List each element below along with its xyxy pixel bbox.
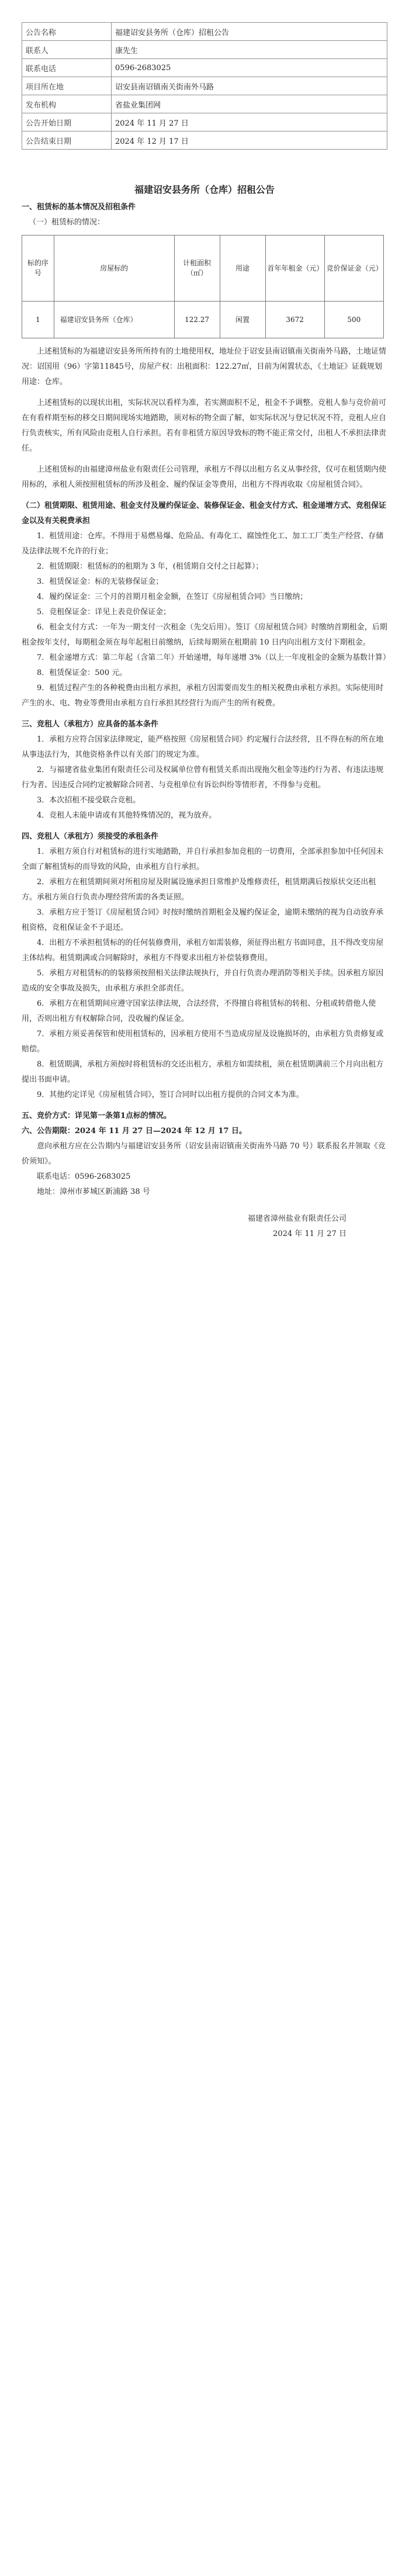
signature-date: 2024 年 11 月 27 日 bbox=[273, 1230, 346, 1238]
section-heading: （二）租赁期限、租赁用途、租金支付及履约保证金、装修保证金、租金支付方式、租金递增方式、竞租保证金以及有关税费承担 bbox=[22, 501, 387, 525]
subsection-heading: （一）租赁标的情况： bbox=[29, 218, 105, 227]
section-heading: 一、租赁标的基本情况及招租条件 bbox=[22, 203, 136, 212]
info-label: 公告名称 bbox=[22, 23, 112, 41]
section-heading: 四、竞租人（承租方）须接受的承租条件 bbox=[22, 832, 159, 841]
info-value: 福建诏安县务所（仓库）招租公告 bbox=[112, 23, 387, 41]
paragraph: 上述租赁标的为福建诏安县务所所持有的土地使用权，地址位于诏安县南诏镇南关街南外马路，土地证情况：诏国用（96）字第11845号，房屋产权：出租面积：122.27㎡，目前为闲置状态，《土地证》证载规划用途：仓库。 bbox=[22, 347, 387, 386]
info-row bbox=[22, 131, 387, 150]
bid-table bbox=[22, 235, 384, 338]
paragraph: 上述租赁标的以现状出租，实际状况以看样为准，若实测面积不足，租金不予调整。竞租人参与竞价前可在有看样期至标的移交日期间现场实地踏勘，须对标的物全面了解，如实际状况与登记状况不符，竞租人应自行负责核实，所有风险由竞租人自行承担。若有非租赁方原因导致标的物不能正常交付，出租人不承担法律责任。 bbox=[22, 399, 387, 453]
clause: 3．本次招租不接受联合竞租。 bbox=[37, 796, 141, 805]
clause: 9．其他约定详见《房屋租赁合同》，签订合同时以出租方提供的合同文本为准。 bbox=[37, 1090, 304, 1099]
table-cell: 3672 bbox=[265, 302, 324, 338]
table-cell: 1 bbox=[22, 302, 54, 338]
info-label: 联系人 bbox=[22, 41, 112, 59]
clause: 4．出租方不承担租赁标的的任何装修费用，承租方如需装修，须征得出租方书面同意，且不得改变房屋主体结构。租赁期满或合同解除时，承租方不得要求出租方补偿装修费用。 bbox=[22, 939, 384, 962]
signature-organization: 福建省漳州盐业有限责任公司 bbox=[247, 1214, 346, 1223]
info-value: 康先生 bbox=[112, 41, 387, 59]
info-label: 公告结束日期 bbox=[22, 131, 112, 150]
clause: 6．租金支付方式：一年为一期支付一次租金（先交后用）。签订《房屋租赁合同》时缴纳首期租金，后期租金按年支付，每期租金须在每年起租日前缴纳，后续每期须在租期前 10 日内向出租方支付下期租金。 bbox=[22, 623, 387, 647]
column-header: 计租面积（㎡） bbox=[174, 236, 220, 302]
document-title: 福建诏安县务所（仓库）招租公告 bbox=[134, 184, 275, 195]
clause: 9．租赁过程产生的各种税费由出租方承担，承租方因需要而发生的相关税费由承租方承担。实际使用时产生的水、电、物业等费用由承租方自行承担其经营行为而产生的所有税费。 bbox=[22, 684, 384, 708]
clause: 6．承租方在租赁期间应遵守国家法律法规，合法经营，不得擅自将租赁标的转租、分租或转借他人使用，否则出租方有权解除合同，没收履约保证金。 bbox=[22, 999, 376, 1023]
info-label: 项目所在地 bbox=[22, 77, 112, 95]
info-row bbox=[22, 95, 387, 113]
clause: 3．承租方应于签订《房屋租赁合同》时按时缴纳首期租金及履约保证金，逾期未缴纳的视为自动放弃承租资格，竞租保证金不予退还。 bbox=[22, 908, 384, 932]
clause: 8．租赁保证金：500 元。 bbox=[37, 669, 127, 677]
info-value: 诏安县南诏镇南关街南外马路 bbox=[112, 77, 387, 95]
info-value: 省盐业集团网 bbox=[112, 95, 387, 113]
clause: 2．租赁期限：租赁标的的租期为 3 年，(租赁期自交付之日起算）； bbox=[37, 562, 264, 571]
column-header: 用途 bbox=[220, 236, 265, 302]
clause: 1．承租方须自行对租赁标的进行实地踏勘，并自行承担参加竞租的一切费用，全部承担参加中任何因未全面了解租赁标的而导致的风险，由承租方自行承担。 bbox=[22, 847, 384, 871]
paragraph: 意向承租方应在公告期内与福建诏安县务所（诏安县南诏镇南关街南外马路 70 号）联系报名并领取《竞价须知》。 bbox=[22, 1142, 386, 1166]
table-cell: 500 bbox=[324, 302, 383, 338]
info-label: 公告开始日期 bbox=[22, 113, 112, 131]
document-body bbox=[22, 200, 391, 1242]
column-header: 首年年租金（元） bbox=[265, 236, 324, 302]
section-heading: 三、竞租人（承租方）应具备的基本条件 bbox=[22, 720, 159, 729]
clause: 4．竞租人未能申请或有其他特殊情况的，视为放弃。 bbox=[37, 811, 217, 820]
clause: 8．租赁期满，承租方须按时将租赁标的交还出租方，承租方如需续租，须在租赁期满前三个月向出租方提出书面申请。 bbox=[22, 1060, 384, 1084]
column-header: 竞价保证金（元） bbox=[324, 236, 383, 302]
clause: 2．与福建省盐业集团有限责任公司及权属单位曾有租赁关系而出现拖欠租金等违约行为者、有违法违规行为者、因违反合同约定被解除合同者、与竞租单位有诉讼纠纷等情形者，不得参与竞租。 bbox=[22, 766, 384, 790]
section-heading: 五、竞价方式：详见第一条第1点标的情况。 bbox=[22, 1112, 172, 1120]
info-row bbox=[22, 77, 387, 95]
clause: 2．承租方在租赁期间须对所租房屋及附属设施承担日常维护及维修责任，租赁期满后按原状交还出租方。承租方须自行负责办理经营所需的各类证照。 bbox=[22, 878, 376, 902]
info-row bbox=[22, 113, 387, 131]
column-header: 标的序号 bbox=[22, 236, 54, 302]
contact-address: 地址：漳州市芗城区新浦路 38 号 bbox=[37, 1187, 150, 1196]
contact-phone: 联系电话：0596-2683025 bbox=[37, 1172, 131, 1181]
clause: 7．租金递增方式：第二年起（含第二年）开始递增，每年递增 3%（以上一年度租金的金额为基数计算） bbox=[37, 653, 391, 662]
info-row bbox=[22, 23, 387, 41]
info-label: 发布机构 bbox=[22, 95, 112, 113]
clause: 5．竞租保证金：详见上表竞价保证金； bbox=[37, 608, 171, 617]
clause: 1．承租方应符合国家法律规定，能严格按照《房屋租赁合同》约定履行合法经营，且不得在标的所在地从事违法行为，其他资格条件以有关部门的规定为准。 bbox=[22, 735, 384, 759]
section-heading: 六、公告期限：2024 年 11 月 27 日—2024 年 12 月 17 日。 bbox=[22, 1127, 247, 1135]
clause: 3．租赁保证金：标的无装修保证金； bbox=[37, 577, 164, 586]
info-value: 2024 年 11 月 27 日 bbox=[112, 113, 387, 131]
table-cell: 闲置 bbox=[220, 302, 265, 338]
info-label: 联系电话 bbox=[22, 59, 112, 77]
column-header: 房屋标的 bbox=[54, 236, 174, 302]
info-value: 0596-2683025 bbox=[112, 59, 387, 77]
paragraph: 上述租赁标的由福建漳州盐业有限责任公司管理，承租方不得以出租方名义从事经营，仅可在租赁期内使用标的，承租人须按照租赁标的所涉及租金、履约保证金等费用，出租方不得再收取《房屋租赁合同》。 bbox=[22, 465, 387, 489]
bid-table-header-row bbox=[22, 236, 384, 302]
clause: 7．承租方须妥善保管和使用租赁标的，因承租方使用不当造成房屋及设施损坏的，由承租方负责修复或赔偿。 bbox=[22, 1030, 384, 1054]
announcement-info-table bbox=[22, 22, 387, 150]
table-cell: 福建诏安县务所（仓库） bbox=[54, 302, 174, 338]
info-row bbox=[22, 59, 387, 77]
bid-table-row bbox=[22, 302, 384, 338]
clause: 1．租赁用途：仓库。不得用于易燃易爆、危险品、有毒化工、腐蚀性化工、加工工厂类生产经营、存储及法律法规不允许的行业； bbox=[22, 532, 384, 556]
info-row bbox=[22, 41, 387, 59]
clause: 5．承租方对租赁标的的装修须按照相关法律法规执行，并自行负责办理消防等相关手续。因承租方原因造成的安全事故及损失，由承租方承担全部责任。 bbox=[22, 969, 384, 993]
clause: 4．履约保证金：三个月的首期月租金金额，在签订《房屋租赁合同》当日缴纳； bbox=[37, 593, 308, 601]
table-cell: 122.27 bbox=[174, 302, 220, 338]
info-value: 2024 年 12 月 17 日 bbox=[112, 131, 387, 150]
